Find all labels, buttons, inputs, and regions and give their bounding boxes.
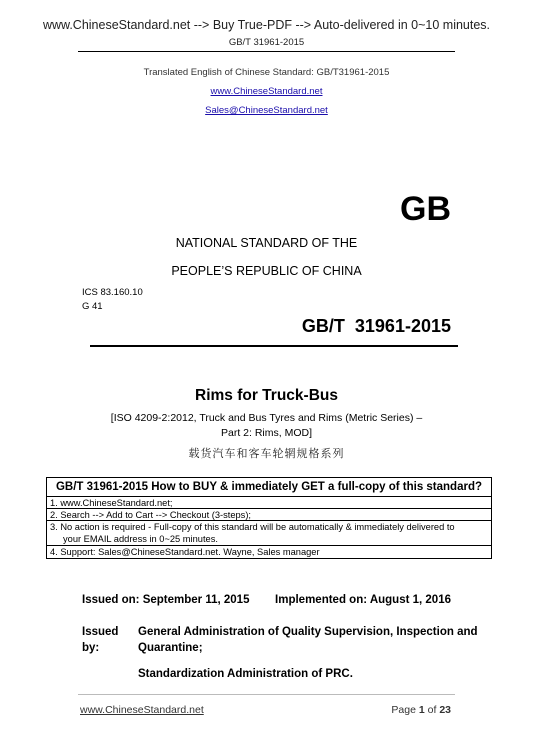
purchase-step-3-line-2: your EMAIL address in 0~25 minutes. — [63, 534, 218, 544]
national-line-1: NATIONAL STANDARD OF THE — [175, 236, 358, 250]
document-title: Rims for Truck-Bus — [195, 387, 338, 404]
chinese-title: 载货汽车和客车轮辋规格系列 — [188, 447, 345, 460]
issuer-line-2: Quarantine; — [138, 642, 203, 654]
title-rule — [90, 345, 458, 347]
issued-by — [82, 624, 478, 682]
issued-by-label: Issued by: — [82, 626, 119, 654]
purchase-heading: GB/T 31961-2015 How to BUY & immediately GET a full-copy of this standard? — [55, 481, 483, 493]
page-prefix: Page — [391, 704, 419, 716]
iso-reference — [0, 411, 533, 441]
translated-note: Translated English of Chinese Standard: GB/T31961-2015 — [143, 67, 390, 78]
issued-date: Issued on: September 11, 2015 — [82, 594, 250, 606]
national-line-2: PEOPLE’S REPUBLIC OF CHINA — [171, 264, 362, 278]
page-of: of — [424, 704, 440, 716]
purchase-step-3-line-1: 3. No action is required - Full-copy of this standard will be automatically & immediately delivered to — [50, 522, 455, 532]
implemented-date: Implemented on: August 1, 2016 — [275, 594, 451, 606]
purchase-step-2: 2. Search --> Add to Cart --> Checkout (3-steps); — [47, 508, 491, 521]
purchase-step-1[interactable]: 1. www.ChineseStandard.net; — [47, 496, 491, 509]
page-total: 23 — [439, 704, 451, 716]
ccs-code: G 41 — [82, 301, 103, 312]
footer-website-link[interactable]: www.ChineseStandard.net — [80, 704, 204, 716]
translated-website — [0, 86, 533, 97]
issuer-line-3: Standardization Administration of PRC. — [138, 668, 353, 680]
footer-rule — [78, 694, 455, 695]
page-indicator — [391, 704, 451, 716]
website-link[interactable]: www.ChineseStandard.net — [210, 86, 323, 97]
purchase-box — [46, 477, 492, 559]
iso-line-2: Part 2: Rims, MOD] — [220, 427, 312, 439]
purchase-step-4: 4. Support: Sales@ChineseStandard.net. Wayne, Sales manager — [47, 545, 491, 558]
issuer-line-1: General Administration of Quality Supervision, Inspection and — [138, 626, 478, 638]
header-rule — [78, 51, 455, 52]
purchase-step-3 — [47, 520, 491, 545]
page-current: 1 — [418, 704, 425, 716]
translated-email — [0, 105, 533, 116]
iso-line-1: [ISO 4209-2:2012, Truck and Bus Tyres and Rims (Metric Series) – — [110, 412, 423, 424]
header-banner: www.ChineseStandard.net --> Buy True-PDF --> Auto-delivered in 0~10 minutes. — [42, 18, 491, 32]
standard-number: GB/T 31961-2015 — [301, 316, 451, 336]
header-code: GB/T 31961-2015 — [228, 37, 305, 48]
ics-code: ICS 83.160.10 — [82, 287, 143, 298]
footer-website — [80, 704, 204, 716]
email-link[interactable]: Sales@ChineseStandard.net — [205, 105, 328, 116]
gb-mark: GB — [400, 190, 451, 228]
